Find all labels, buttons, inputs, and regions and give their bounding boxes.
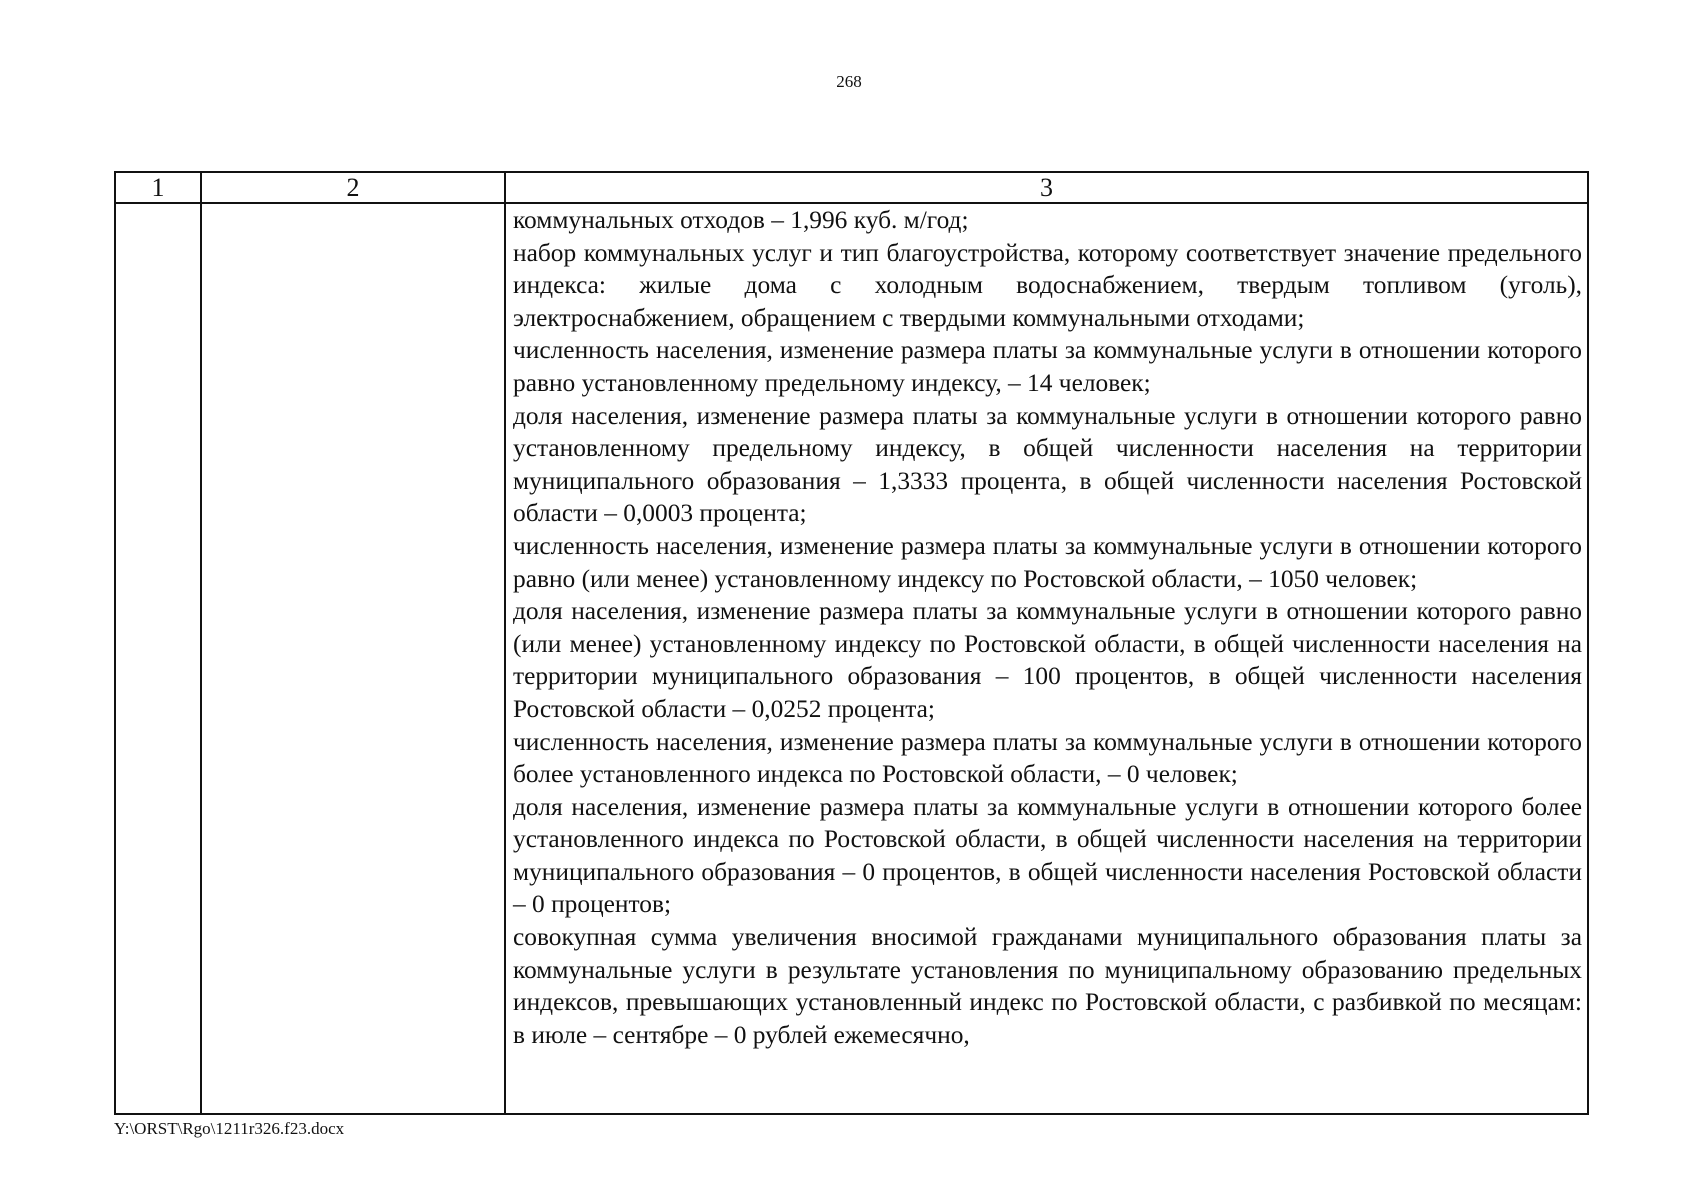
- file-path-footer: Y:\ORST\Rgo\1211r326.f23.docx: [114, 1119, 345, 1138]
- paragraph-population-above-index: численность населения, изменение размера платы за коммунальные услуги в отношении которого более установленного индекса по Ростовской области, – 0 человек;: [513, 727, 1582, 789]
- page-number: 268: [836, 72, 862, 91]
- column-header-1: 1: [115, 172, 201, 203]
- paragraph-share-above-index: доля населения, изменение размера платы за коммунальные услуги в отношении которого более установленного индекса по Ростовской области, в общей численности населения на территории муниципального образования – 0 процентов, в общей численности населения Ростовской области – 0 процентов;: [513, 792, 1582, 919]
- cell-column-3: [505, 203, 1588, 1114]
- document-table: [114, 171, 1589, 1115]
- paragraph-total-increase: совокупная сумма увеличения вносимой гражданами муниципального образования платы за коммунальные услуги в результате установления по муниципальному образованию предельных индексов, превышающих установленный индекс по Ростовской области, с разбивкой по месяцам: в июле – сентябре – 0 рублей ежемесячно,: [513, 923, 1582, 1049]
- paragraph-share-equal-limit: доля населения, изменение размера платы за коммунальные услуги в отношении которого равно установленному предельному индексу, в общей численности населения на территории муниципального образования – 1,3333 процента, в общей численности населения Ростовской области – 0,0003 процента;: [513, 401, 1582, 528]
- table-header-row: [115, 172, 1588, 203]
- paragraph-population-equal-or-less-index: численность населения, изменение размера платы за коммунальные услуги в отношении которого равно (или менее) установленному индексу по Ростовской области, – 1050 человек;: [513, 531, 1582, 593]
- paragraph-share-equal-or-less-index: доля населения, изменение размера платы за коммунальные услуги в отношении которого равно (или менее) установленному индексу по Ростовской области, в общей численности населения на территории муниципального образования – 100 процентов, в общей численности населения Ростовской области – 0,0252 процента;: [513, 597, 1582, 723]
- cell-column-1: [115, 203, 201, 1114]
- column-header-3: 3: [505, 172, 1588, 203]
- paragraph-population-equal-limit: численность населения, изменение размера платы за коммунальные услуги в отношении которого равно установленному предельному индексу, – 14 человек;: [513, 336, 1582, 397]
- paragraph-waste-volume: коммунальных отходов – 1,996 куб. м/год;: [513, 206, 969, 234]
- table-row: [115, 203, 1588, 1114]
- paragraph-services-set: набор коммунальных услуг и тип благоустройства, которому соответствует значение предельного индекса: жилые дома с холодным водоснабжением, твердым топливом (уголь), электроснабжением, обращением с твердыми коммунальными отходами;: [513, 238, 1582, 332]
- column-header-2: 2: [201, 172, 505, 203]
- cell-column-2: [201, 203, 505, 1114]
